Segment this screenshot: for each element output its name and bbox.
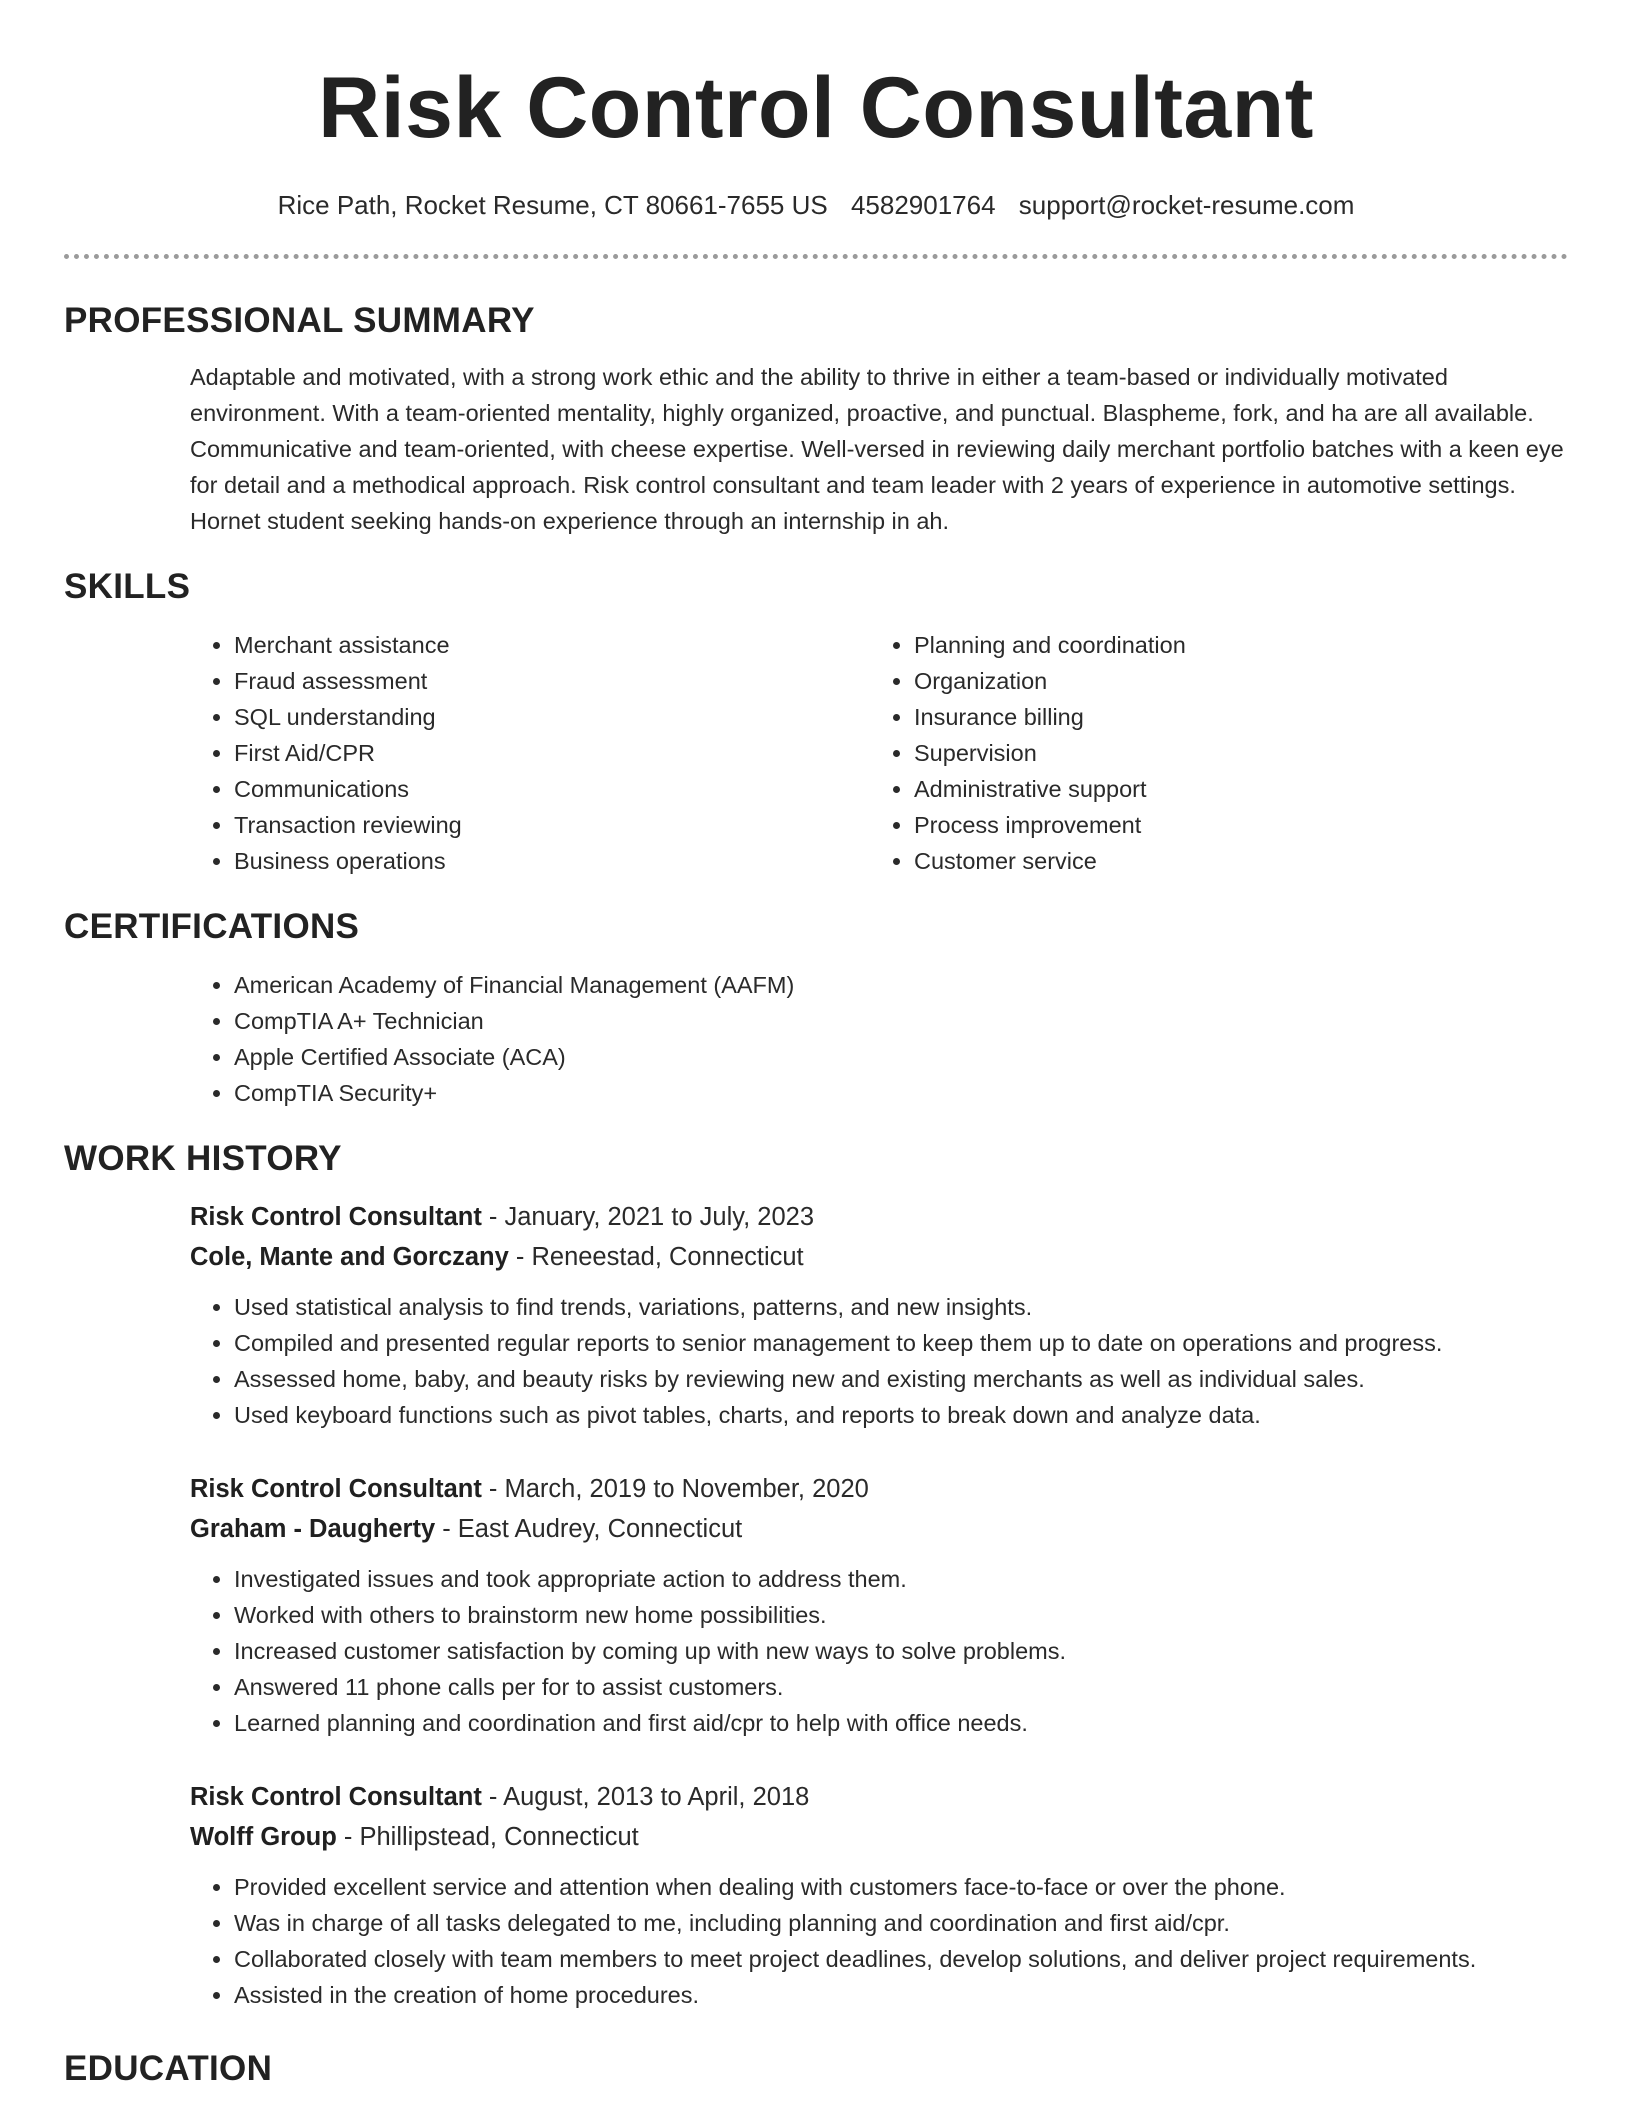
list-item: • Compiled and presented regular reports to senior management to keep them up to date on operations and progress. [234, 1325, 1568, 1361]
list-item: • Business operations [234, 843, 870, 879]
job-dates: - August, 2013 to April, 2018 [481, 1783, 810, 1811]
list-item: • Organization [914, 663, 1550, 699]
skills-list-right [870, 627, 1550, 879]
list-item: • Investigated issues and took appropriate action to address them. [234, 1561, 1568, 1597]
email: support@rocket-resume.com [1018, 190, 1355, 220]
resume-page [64, 0, 1568, 2091]
job-company-line [190, 1509, 1568, 1549]
summary-text: Adaptable and motivated, with a strong work ethic and the ability to thrive in either a team-based or individually motivated environment. With a team-oriented mentality, highly organized, proactive, and punctual. Blaspheme, fork, and ha are all available. Communicative and team-oriented, with cheese expertise. Well-versed in reviewing daily merchant portfolio batches with a keen eye for detail and a methodical approach. Risk control consultant and team leader with 2 years of experience in automotive settings. Hornet student seeking hands-on experience through an internship in ah. [190, 364, 1564, 534]
job-location: - East Audrey, Connecticut [435, 1515, 743, 1543]
job-company-line [190, 1817, 1568, 1857]
list-item: • Was in charge of all tasks delegated to me, including planning and coordination and first aid/cpr. [234, 1905, 1568, 1941]
list-item: • Process improvement [914, 807, 1550, 843]
list-item: • American Academy of Financial Management (AAFM) [234, 967, 1568, 1003]
list-item: • Transaction reviewing [234, 807, 870, 843]
list-item: • Assisted in the creation of home procedures. [234, 1977, 1568, 2013]
job-role: Risk Control Consultant [190, 1783, 482, 1811]
list-item: • Fraud assessment [234, 663, 870, 699]
list-item: • Worked with others to brainstorm new home possibilities. [234, 1597, 1568, 1633]
section-title-work: WORK HISTORY [64, 1139, 342, 1178]
list-item: • Communications [234, 771, 870, 807]
section-title-certifications: CERTIFICATIONS [64, 907, 360, 946]
job-company: Graham - Daugherty [190, 1515, 436, 1543]
job-title-line [190, 1777, 1568, 1817]
list-item: • Assessed home, baby, and beauty risks by reviewing new and existing merchants as well as individual sales. [234, 1361, 1568, 1397]
skills-grid [190, 627, 1568, 879]
list-item: • SQL understanding [234, 699, 870, 735]
list-item: • Collaborated closely with team members to meet project deadlines, develop solutions, and deliver project requirements. [234, 1941, 1568, 1977]
section-title-education: EDUCATION [64, 2049, 273, 2088]
resume-header [64, 0, 1568, 259]
job-title-line [190, 1469, 1568, 1509]
job-role: Risk Control Consultant [190, 1203, 482, 1231]
list-item: • Provided excellent service and attention when dealing with customers face-to-face or over the phone. [234, 1869, 1568, 1905]
job-bullets [190, 1869, 1568, 2013]
job-entry [190, 1777, 1568, 2013]
section-title-skills: SKILLS [64, 567, 191, 606]
contact-line [64, 188, 1568, 222]
summary-section [64, 299, 1568, 539]
list-item: • Answered 11 phone calls per for to assist customers. [234, 1669, 1568, 1705]
job-location: - Phillipstead, Connecticut [336, 1823, 639, 1851]
list-item: • Merchant assistance [234, 627, 870, 663]
job-role: Risk Control Consultant [190, 1475, 482, 1503]
address: Rice Path, Rocket Resume, CT 80661-7655 US [277, 190, 828, 220]
skills-list-left [190, 627, 870, 879]
list-item: • CompTIA Security+ [234, 1075, 1568, 1111]
certifications-section [64, 905, 1568, 1111]
job-bullets [190, 1561, 1568, 1741]
education-section [64, 2047, 1568, 2091]
list-item: • Supervision [914, 735, 1550, 771]
job-company-line [190, 1237, 1568, 1277]
job-location: - Reneestad, Connecticut [508, 1243, 804, 1271]
list-item: • Increased customer satisfaction by coming up with new ways to solve problems. [234, 1633, 1568, 1669]
phone: 4582901764 [850, 190, 996, 220]
list-item: • Used keyboard functions such as pivot tables, charts, and reports to break down and analyze data. [234, 1397, 1568, 1433]
candidate-name: Risk Control Consultant [318, 60, 1314, 156]
job-title-line [190, 1197, 1568, 1237]
list-item: • Planning and coordination [914, 627, 1550, 663]
header-divider [64, 254, 1568, 259]
list-item: • Insurance billing [914, 699, 1550, 735]
list-item: • Used statistical analysis to find trends, variations, patterns, and new insights. [234, 1289, 1568, 1325]
list-item: • Customer service [914, 843, 1550, 879]
work-section [64, 1137, 1568, 2013]
job-entry [190, 1197, 1568, 1433]
section-title-summary: PROFESSIONAL SUMMARY [64, 301, 535, 340]
job-dates: - March, 2019 to November, 2020 [481, 1475, 869, 1503]
job-entry [190, 1469, 1568, 1741]
job-bullets [190, 1289, 1568, 1433]
list-item: • Administrative support [914, 771, 1550, 807]
skills-section [64, 565, 1568, 879]
job-company: Cole, Mante and Gorczany [190, 1243, 509, 1271]
list-item: • CompTIA A+ Technician [234, 1003, 1568, 1039]
certifications-list [190, 967, 1568, 1111]
job-dates: - January, 2021 to July, 2023 [481, 1203, 815, 1231]
list-item: • First Aid/CPR [234, 735, 870, 771]
job-company: Wolff Group [190, 1823, 337, 1851]
list-item: • Apple Certified Associate (ACA) [234, 1039, 1568, 1075]
list-item: • Learned planning and coordination and first aid/cpr to help with office needs. [234, 1705, 1568, 1741]
